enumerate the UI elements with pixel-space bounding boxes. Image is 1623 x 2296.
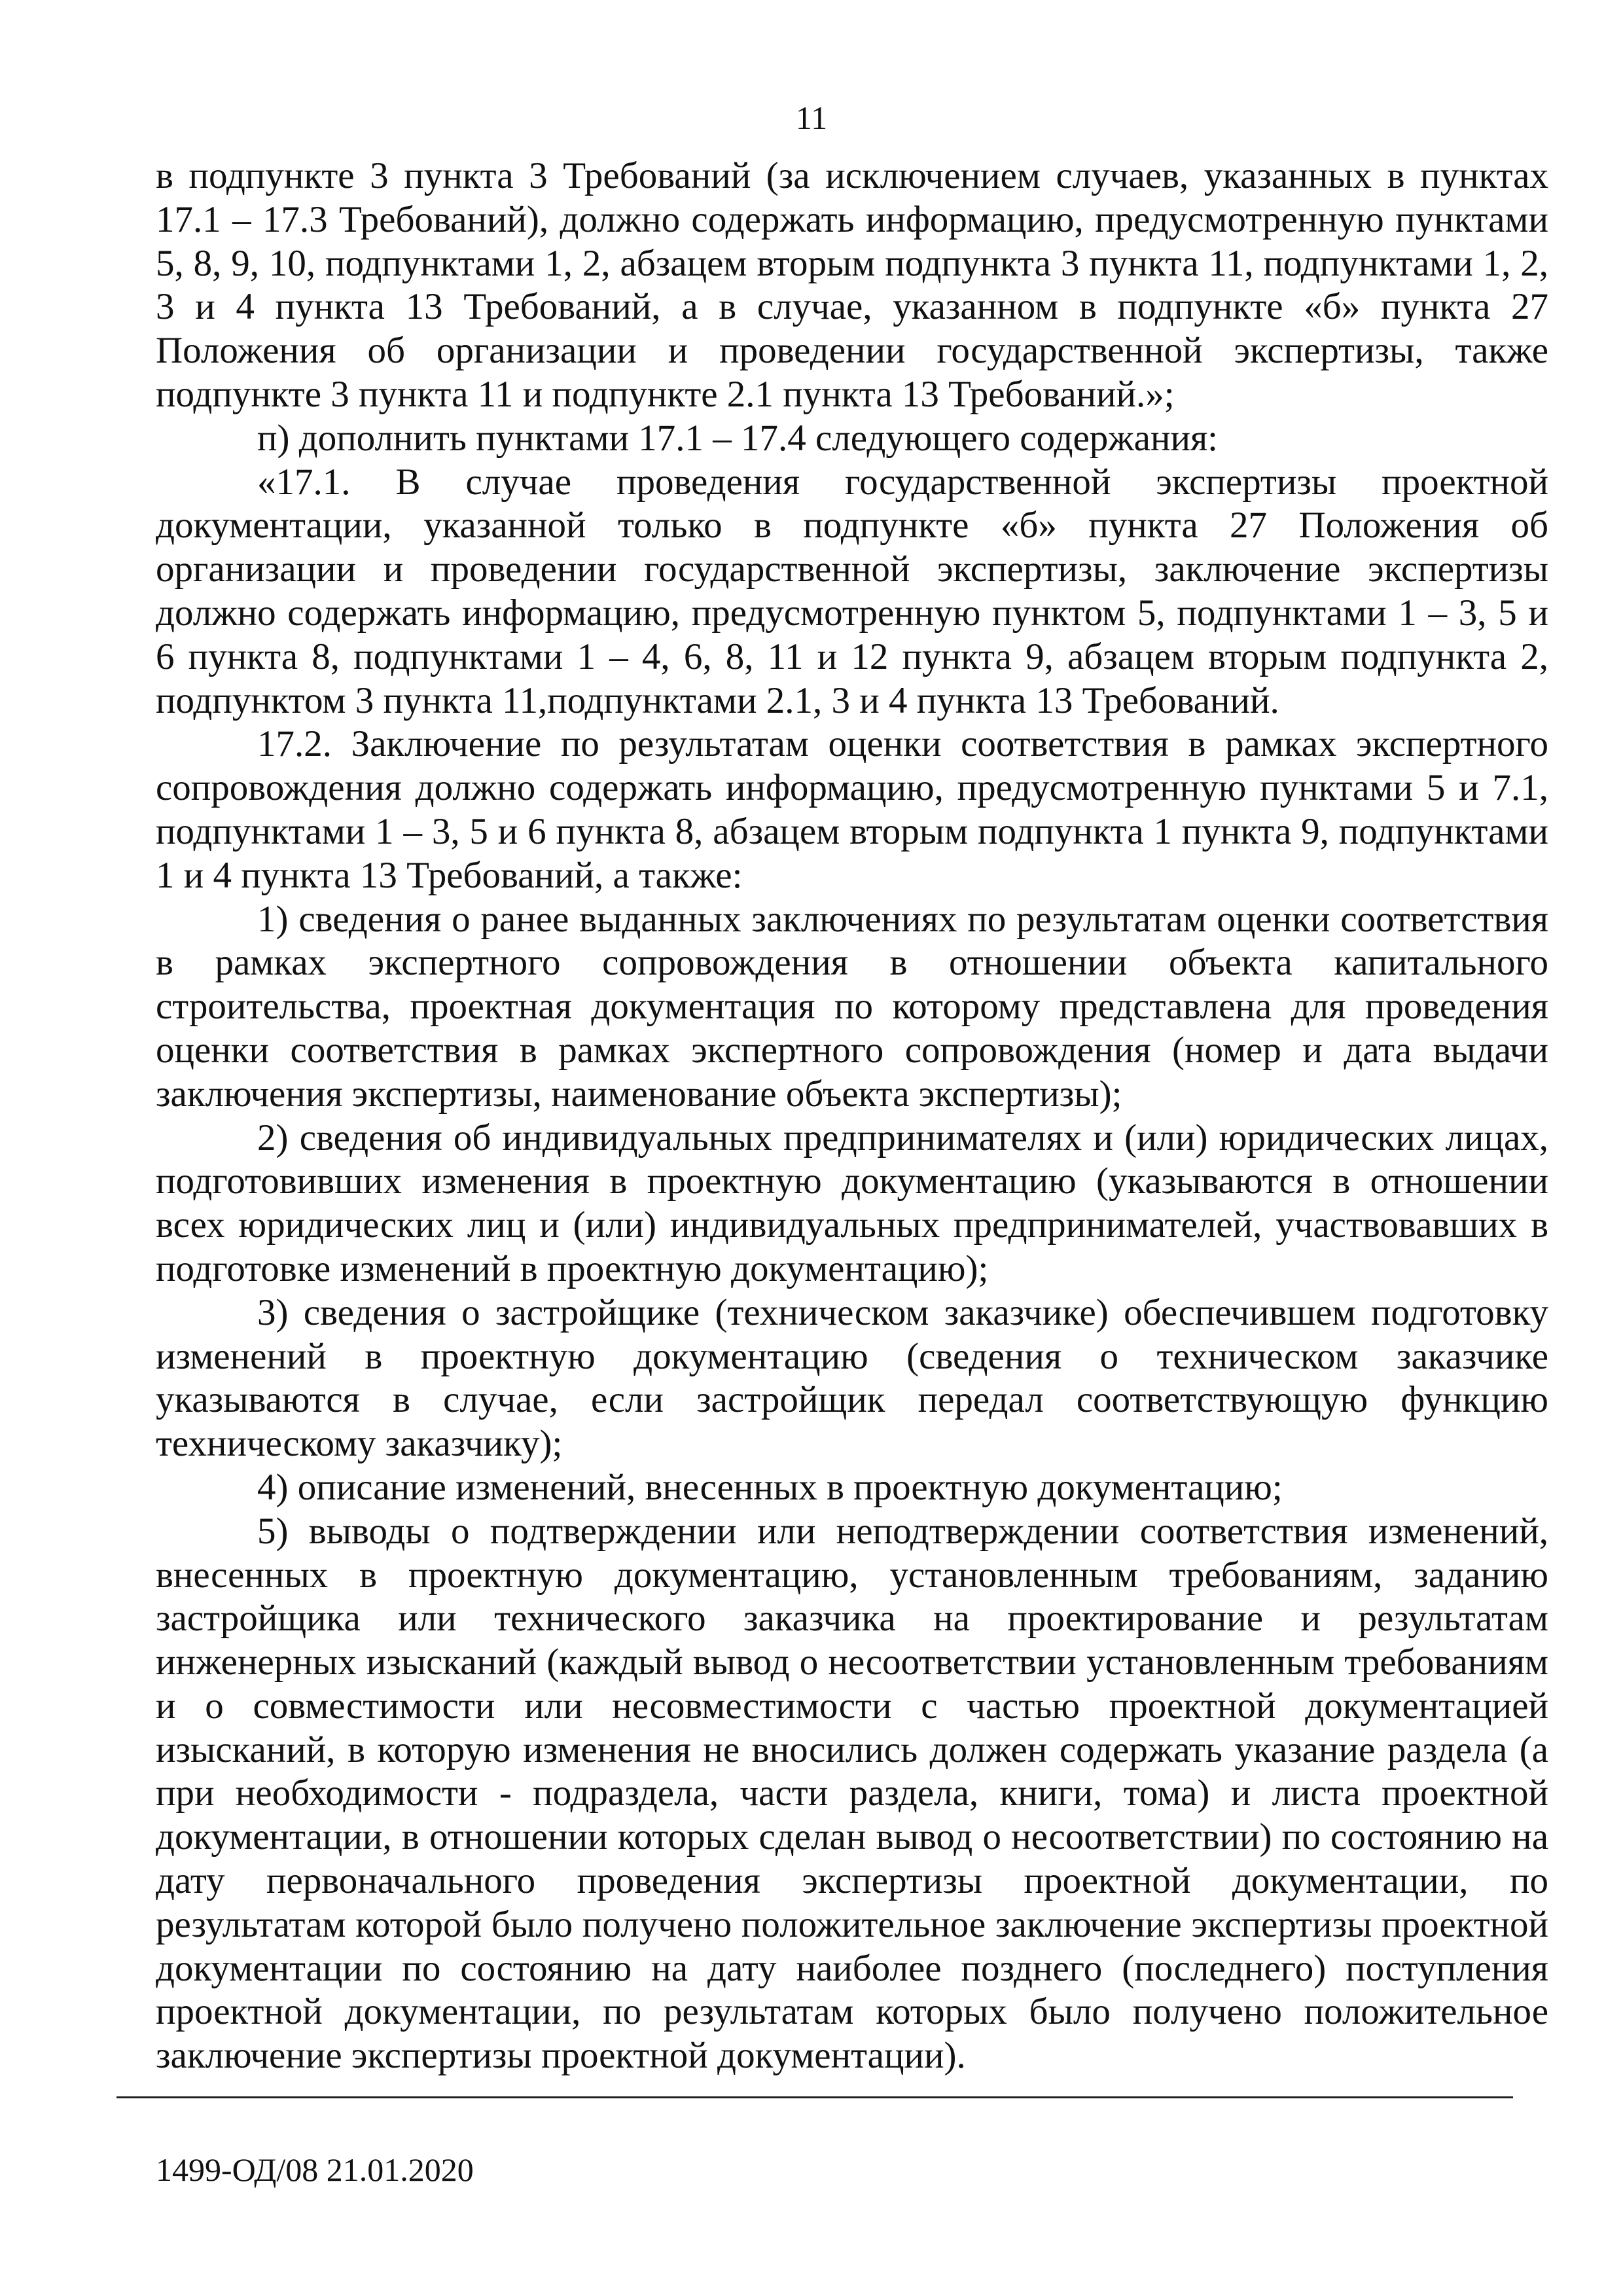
- document-id: 1499-ОД/08 21.01.2020: [156, 2151, 474, 2188]
- list-item-1: 1) сведения о ранее выданных заключениях по результатам оценки соответствия в рамках экспертного сопровождения в отношении объекта капитального строительства, проектная документация по которому представлена для проведения оценки соответствия в рамках экспертного сопровождения (номер и дата выдачи заключения экспертизы, наименование объекта экспертизы);: [156, 898, 1548, 1115]
- document-body: [156, 154, 1548, 2078]
- list-item-3: 3) сведения о застройщике (техническом заказчике) обеспечившем подготовку изменений в проектную документацию (сведения о техническом заказчике указываются в случае, если застройщик передал соответствующую функцию техническому заказчику);: [156, 1291, 1548, 1465]
- list-item-2: 2) сведения об индивидуальных предпринимателях и (или) юридических лицах, подготовивших изменения в проектную документацию (указываются в отношении всех юридических лиц и (или) индивидуальных предпринимателей, участвовавших в подготовке изменений в проектную документацию);: [156, 1117, 1548, 1289]
- paragraph-17-1: «17.1. В случае проведения государственной экспертизы проектной документации, указанной только в подпункте «б» пункта 27 Положения об организации и проведении государственной экспертизы, заключение экспертизы должно содержать информацию, предусмотренную пунктом 5, подпунктами 1 – 3, 5 и 6 пункта 8, подпунктами 1 – 4, 6, 8, 11 и 12 пункта 9, абзацем вторым подпункта 2, подпунктом 3 пункта 11,подпунктами 2.1, 3 и 4 пункта 13 Требований.: [156, 461, 1548, 721]
- list-item-4: 4) описание изменений, внесенных в проектную документацию;: [257, 1466, 1283, 1508]
- list-item-5: 5) выводы о подтверждении или неподтверждении соответствия изменений, внесенных в проектную документацию, установленным требованиям, заданию застройщика или технического заказчика на проектирование и результатам инженерных изысканий (каждый вывод о несоответствии установленным требованиям и о совместимости или несовместимости с частью проектной документацией изысканий, в которую изменения не вносились должен содержать указание раздела (а при необходимости - подраздела, части раздела, книги, тома) и листа проектной документации, в отношении которых сделан вывод о несоответствии) по состоянию на дату первоначального проведения экспертизы проектной документации, по результатам которой было получено положительное заключение экспертизы проектной документации по состоянию на дату наиболее позднего (последнего) поступления проектной документации, по результатам которых было получено положительное заключение экспертизы проектной документации).: [156, 1510, 1548, 2077]
- paragraph-continuation: в подпункте 3 пункта 3 Требований (за исключением случаев, указанных в пунктах 17.1 – 17.3 Требований), должно содержать информацию, предусмотренную пунктами 5, 8, 9, 10, подпунктами 1, 2, абзацем вторым подпункта 3 пункта 11, подпунктами 1, 2, 3 и 4 пункта 13 Требований, а в случае, указанном в подпункте «б» пункта 27 Положения об организации и проведении государственной экспертизы, также подпункте 3 пункта 11 и подпункте 2.1 пункта 13 Требований.»;: [156, 155, 1548, 415]
- paragraph-item-p: п) дополнить пунктами 17.1 – 17.4 следующего содержания:: [257, 417, 1219, 459]
- page-number: 11: [795, 99, 828, 136]
- footer-divider: [116, 2096, 1513, 2098]
- paragraph-17-2: 17.2. Заключение по результатам оценки соответствия в рамках экспертного сопровождения должно содержать информацию, предусмотренную пунктами 5 и 7.1, подпунктами 1 – 3, 5 и 6 пункта 8, абзацем вторым подпункта 1 пункта 9, подпунктами 1 и 4 пункта 13 Требований, а также:: [156, 723, 1548, 896]
